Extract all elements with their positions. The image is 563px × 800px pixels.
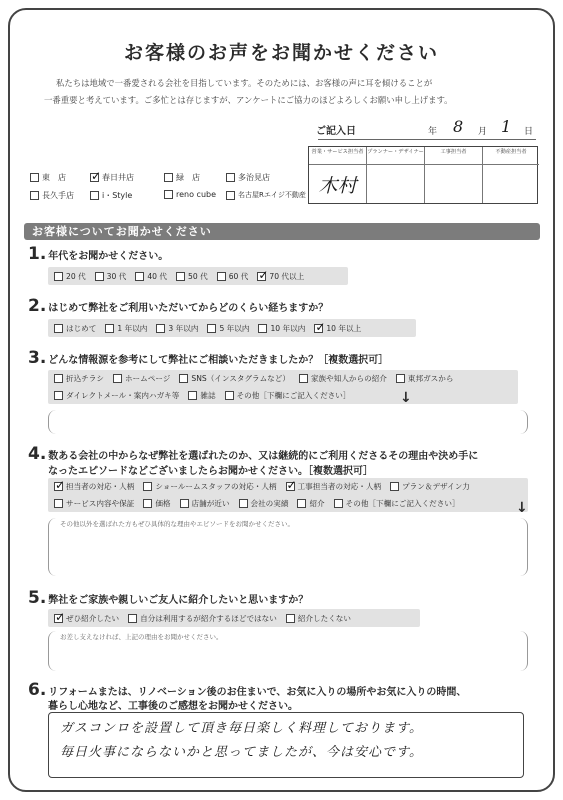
option-label: 20 代	[66, 271, 86, 281]
q4-options	[48, 478, 528, 512]
branch-label: reno cube	[176, 190, 217, 199]
q3-option-homepage[interactable]	[113, 371, 170, 387]
checkbox[interactable]	[156, 324, 165, 333]
q4-option-staff[interactable]	[54, 479, 134, 495]
checkbox[interactable]	[334, 499, 343, 508]
option-label: 折込チラシ	[66, 374, 104, 383]
q4-option-showroom[interactable]	[143, 479, 276, 495]
q4-option-referral[interactable]	[297, 496, 324, 512]
option-label: 50 代	[188, 271, 208, 281]
option-label: 60 代	[228, 271, 249, 281]
checkbox[interactable]	[299, 374, 308, 383]
q4-option-price[interactable]	[143, 496, 170, 512]
q1-option-60s[interactable]	[217, 268, 249, 284]
option-label: ダイレクトメール・案内ハガキ等	[66, 391, 180, 400]
checkbox[interactable]	[257, 272, 266, 281]
staff-cell-sales[interactable]	[309, 147, 367, 203]
q4-option-nearby[interactable]	[180, 496, 230, 512]
q5-note: お差し支えなければ、上記の理由をお聞かせください。	[60, 633, 223, 641]
checkbox[interactable]	[258, 324, 267, 333]
checkbox[interactable]	[54, 374, 63, 383]
q2-option-3yr[interactable]	[156, 320, 198, 336]
option-label: 30 代	[106, 271, 127, 281]
date-day: 1	[501, 117, 512, 136]
q3-option-sns[interactable]	[179, 371, 290, 387]
q2-option-1yr[interactable]	[105, 320, 147, 336]
staff-sales-name: 木村	[318, 175, 357, 197]
checkbox[interactable]	[390, 482, 399, 491]
question-5	[28, 588, 308, 608]
question-number: 5.	[28, 588, 47, 608]
branch-label: 東 店	[42, 173, 66, 182]
checkbox[interactable]	[297, 499, 306, 508]
branch-label: 春日井店	[102, 173, 134, 182]
checkbox[interactable]	[54, 391, 63, 400]
checkbox[interactable]	[226, 191, 235, 200]
checkbox[interactable]	[226, 173, 235, 182]
checkbox[interactable]	[164, 173, 173, 182]
section-header: お客様についてお聞かせください	[24, 223, 540, 240]
question-4-continued	[48, 462, 373, 477]
branch-tajimi[interactable]	[226, 172, 270, 183]
checkbox[interactable]	[113, 374, 122, 383]
question-text: どんな情報源を参考にして弊社にご相談いただきましたか？［複数選択可］	[48, 355, 389, 366]
checkbox[interactable]	[188, 391, 197, 400]
q3-option-referral[interactable]	[299, 371, 387, 387]
branch-label: 名古屋Rエイジ不動産	[238, 191, 306, 199]
option-label: プラン＆デザイン力	[402, 482, 470, 491]
checkbox[interactable]	[286, 614, 295, 623]
branch-label: 長久手店	[42, 191, 74, 200]
q1-option-40s[interactable]	[135, 268, 167, 284]
question-4	[28, 444, 478, 464]
question-2	[28, 296, 328, 316]
branch-midori[interactable]	[164, 172, 200, 183]
option-label: ぜひ紹介したい	[66, 613, 120, 623]
option-label: ショールームスタッフの対応・人柄	[155, 482, 277, 491]
q4-option-design[interactable]	[390, 479, 470, 495]
q1-option-20s[interactable]	[54, 268, 86, 284]
branch-nagakute[interactable]	[30, 190, 74, 201]
intro-line-2: 一番重要と考えています。ご多忙とは存じますが、アンケートにご協力のほどよろしくお願い申し上げます。	[44, 95, 453, 105]
q3-option-direct-mail[interactable]	[54, 388, 179, 404]
question-3	[28, 348, 388, 368]
q5-option-definitely[interactable]	[54, 610, 119, 626]
question-text: 弊社をご家族や親しいご友人に紹介したいと思いますか？	[48, 595, 309, 606]
staff-header-realestate: 不動産担当者	[483, 147, 539, 165]
staff-table	[308, 146, 538, 204]
option-label: 紹介したくない	[297, 613, 351, 623]
checkbox[interactable]	[90, 173, 99, 182]
branch-nagoya-r-age[interactable]	[226, 190, 306, 200]
option-label: 紹介	[309, 499, 325, 508]
question-number: 1.	[28, 244, 47, 264]
q4-option-other[interactable]	[334, 496, 460, 512]
checkbox[interactable]	[143, 499, 152, 508]
checkbox[interactable]	[143, 482, 152, 491]
date-month: 8	[453, 117, 464, 136]
q1-option-70-plus[interactable]	[257, 268, 304, 284]
q1-option-50s[interactable]	[176, 268, 208, 284]
option-label: はじめて	[66, 323, 97, 333]
q4-option-track-record[interactable]	[239, 496, 289, 512]
checkbox[interactable]	[314, 324, 323, 333]
checkbox[interactable]	[54, 482, 63, 491]
option-label: 1 年以内	[117, 323, 148, 333]
option-label: 10 年以上	[326, 323, 362, 333]
checkbox[interactable]	[225, 391, 234, 400]
option-label: 70 代以上	[269, 271, 305, 281]
checkbox[interactable]	[164, 190, 173, 199]
q3-option-other[interactable]	[225, 388, 351, 404]
month-unit: 月	[478, 127, 488, 137]
option-label: その他［下欄にご記入ください］	[345, 499, 460, 508]
intro-line-1: 私たちは地域で一番愛される会社を目指しています。そのためには、お客様の声に耳を傾けることが	[56, 78, 433, 88]
q5-options	[48, 609, 420, 627]
staff-cell-construction[interactable]	[425, 147, 483, 203]
question-text-line-2: なったエピソードなどございましたらお聞かせください。［複数選択可］	[48, 466, 373, 477]
q3-option-magazine[interactable]	[188, 388, 215, 404]
staff-header-construction: 工事担当者	[425, 147, 482, 165]
option-label: 工事担当者の対応・人柄	[297, 482, 382, 491]
option-label: ホームページ	[124, 374, 171, 383]
question-number: 4.	[28, 444, 47, 464]
staff-header-sales: 営業・サービス担当者	[309, 147, 366, 165]
q4-option-service[interactable]	[54, 496, 134, 512]
branch-kasugai[interactable]	[90, 172, 134, 183]
branch-renocube[interactable]	[164, 190, 216, 199]
q5-option-not-enough[interactable]	[128, 610, 277, 626]
q2-option-10yr[interactable]	[258, 320, 305, 336]
checkbox[interactable]	[54, 272, 63, 281]
checkbox[interactable]	[128, 614, 137, 623]
checkbox[interactable]	[207, 324, 216, 333]
arrow-down-icon: ↓	[516, 500, 528, 516]
branch-label: 緑 店	[176, 173, 200, 182]
q6-answer-line-1: ガスコンロを設置して頂き毎日楽しく料理しております。	[60, 721, 423, 736]
option-label: 3 年以内	[168, 323, 199, 333]
question-text-line-2: 暮らし心地など、工事後のご感想をお聞かせください。	[48, 701, 298, 712]
checkbox[interactable]	[30, 173, 39, 182]
checkbox[interactable]	[180, 499, 189, 508]
question-text-line-1: 数ある会社の中からなぜ弊社を選ばれたのか、又は継続的にご利用くださるその理由や決め手に	[48, 451, 479, 462]
q2-option-10yr-plus[interactable]	[314, 320, 361, 336]
staff-header-planner: プランナー・デザイナー	[367, 147, 424, 165]
checkbox[interactable]	[176, 272, 185, 281]
checkbox[interactable]	[239, 499, 248, 508]
option-label: 5 年以内	[219, 323, 250, 333]
checkbox[interactable]	[30, 191, 39, 200]
branch-label: 多治見店	[238, 173, 270, 182]
q2-option-5yr[interactable]	[207, 320, 249, 336]
q3-other-answer-field[interactable]	[48, 410, 528, 434]
q2-option-first[interactable]	[54, 320, 96, 336]
option-label: サービス内容や保証	[66, 499, 135, 508]
option-label: 担当者の対応・人柄	[66, 482, 135, 491]
question-6-continued	[48, 697, 298, 712]
option-label: 店舗が近い	[191, 499, 230, 508]
checkbox[interactable]	[286, 482, 295, 491]
branch-istyle[interactable]	[90, 190, 132, 201]
option-label: 雑誌	[200, 391, 216, 400]
option-label: 会社の実績	[250, 499, 289, 508]
option-label: 10 年以内	[270, 323, 306, 333]
q5-option-no[interactable]	[286, 610, 351, 626]
q4-option-construction[interactable]	[286, 479, 382, 495]
question-text-line-1: リフォームまたは、リノベーション後のお住まいで、お気に入りの場所やお気に入りの時間、	[48, 687, 467, 698]
q3-options	[48, 370, 518, 404]
q1-options	[48, 267, 348, 285]
q3-option-flyer[interactable]	[54, 371, 104, 387]
q6-answer-line-2: 毎日火事にならないかと思ってましたが、今は安心です。	[60, 745, 423, 760]
intro-text	[44, 75, 534, 109]
question-text: 年代をお聞かせください。	[48, 251, 169, 262]
checkbox[interactable]	[396, 374, 405, 383]
question-number: 6.	[28, 680, 47, 700]
question-1	[28, 244, 168, 264]
question-number: 3.	[28, 348, 47, 368]
page-title: お客様のお声をお聞かせください	[123, 42, 439, 64]
checkbox[interactable]	[54, 614, 63, 623]
staff-cell-realestate[interactable]	[483, 147, 539, 203]
q1-option-30s[interactable]	[95, 268, 127, 284]
option-label: SNS（インスタグラムなど）	[191, 374, 290, 383]
checkbox[interactable]	[54, 324, 63, 333]
branch-higashi[interactable]	[30, 172, 66, 183]
question-text: はじめて弊社をご利用いただいてからどのくらい経ちますか？	[48, 303, 329, 314]
checkbox[interactable]	[135, 272, 144, 281]
staff-cell-planner[interactable]	[367, 147, 425, 203]
arrow-down-icon: ↓	[400, 390, 412, 406]
checkbox[interactable]	[90, 191, 99, 200]
option-label: その他［下欄にご記入ください］	[236, 391, 351, 400]
checkbox[interactable]	[179, 374, 188, 383]
option-label: 家族や知人からの紹介	[310, 374, 387, 383]
year-unit: 年	[428, 127, 438, 137]
date-field[interactable]	[316, 117, 536, 140]
question-number: 2.	[28, 296, 47, 316]
checkbox[interactable]	[54, 499, 63, 508]
checkbox[interactable]	[217, 272, 226, 281]
day-unit: 日	[524, 127, 534, 137]
checkbox[interactable]	[105, 324, 114, 333]
date-label: ご記入日	[316, 126, 356, 137]
checkbox[interactable]	[95, 272, 104, 281]
branch-label: i・Style	[102, 191, 133, 200]
q4-note: その他以外を選ばれた方もぜひ具体的な理由やエピソードをお聞かせください。	[60, 520, 294, 528]
q3-option-toho-gas[interactable]	[396, 371, 454, 387]
option-label: 価格	[155, 499, 171, 508]
option-label: 40 代	[147, 271, 168, 281]
q2-options	[48, 319, 416, 337]
option-label: 自分は利用するが紹介するほどではない	[140, 613, 277, 623]
option-label: 東邦ガスから	[407, 374, 454, 383]
